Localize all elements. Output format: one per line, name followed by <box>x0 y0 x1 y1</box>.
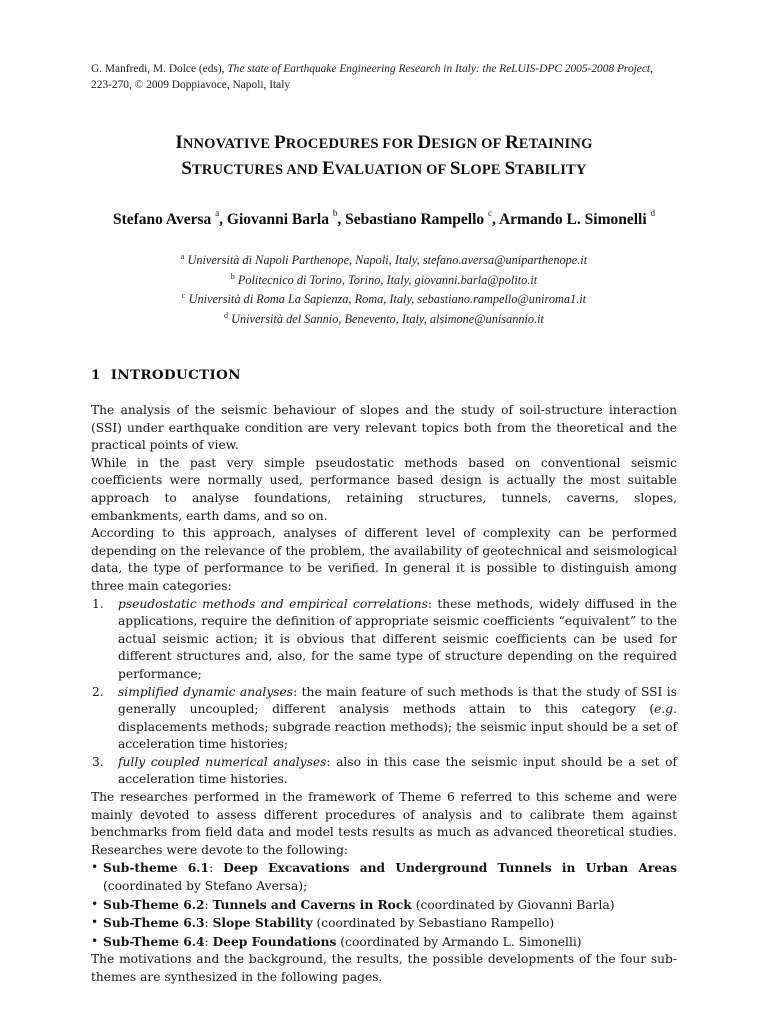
author-name: Sebastiano Rampello <box>345 211 485 229</box>
category-title: simplified dynamic analyses <box>118 684 294 699</box>
title-line-1: INNOVATIVE PROCEDURES FOR DESIGN OF RETAINING <box>175 132 593 153</box>
subtheme-label: Sub-Theme 6.2 <box>103 896 205 912</box>
affiliation-line: $^a$ Università di Napoli Parthenope, Napoli, Italy, stefano.aversa@uniparthenope.it <box>180 252 588 268</box>
paragraph: The motivations and the background, the results, the possible developments of the four sub-themes are synthesized in the following pages. <box>91 952 677 984</box>
section-title: INTRODUCTION <box>110 367 241 383</box>
section-body <box>91 402 677 987</box>
subtheme-item: • Sub-Theme 6.3: Slope Stability (coordinated by Sebastiano Rampello) <box>91 915 555 931</box>
author-name: Armando L. Simonelli <box>498 211 647 229</box>
category-list <box>91 596 677 790</box>
category-item: 2. simplified dynamic analyses: the main feature of such methods is that the study of SSI is generally uncoupled; different analysis methods attain to this category (e.g. displacements methods; subgrade reaction methods); the seismic input should be a set of acceleration time histories; <box>92 684 678 752</box>
subtheme-label: Sub-Theme 6.4 <box>103 933 205 949</box>
author-affiliation-mark: b <box>332 208 338 218</box>
paragraph: The analysis of the seismic behaviour of slopes and the study of soil-structure interaction (SSI) under earthquake condition are very relevant topics both from the theoretical and the practical points of view. <box>91 403 677 453</box>
affiliation-line: $^d$ Università del Sannio, Benevento, Italy, alsimone@unisannio.it <box>224 311 544 327</box>
affiliation-line: $^c$ Università di Roma La Sapienza, Roma, Italy, sebastiano.rampello@uniroma1.it <box>181 291 587 307</box>
citation-pages-publisher: 223-270, © 2009 Doppiavoce, Napoli, Italy <box>91 79 291 91</box>
author-affiliation-mark: c <box>488 208 493 218</box>
category-item: 3. fully coupled numerical analyses: also in this case the seismic input should be a set of acceleration time histories. <box>92 754 677 787</box>
paper-title <box>91 130 677 182</box>
subtheme-item: • Sub-Theme 6.4: Deep Foundations (coordinated by Armando L. Simonelli) <box>91 933 582 949</box>
subtheme-list <box>91 859 677 951</box>
author-list: Stefano Aversa $^a$, Giovanni Barla $^b$, Sebastiano Rampello $^c$, Armando L. Simonelli $^d$ <box>112 208 656 229</box>
title-line-2: STRUCTURES AND EVALUATION OF SLOPE STABILITY <box>181 158 587 179</box>
affiliation-line: $^b$ Politecnico di Torino, Torino, Italy, giovanni.barla@polito.it <box>230 271 538 287</box>
category-title: pseudostatic methods and empirical correlations <box>118 596 428 611</box>
affiliation-list <box>91 249 677 328</box>
subtheme-title: Tunnels and Caverns in Rock <box>212 896 412 912</box>
subtheme-label: Sub-Theme 6.3 <box>103 915 205 931</box>
paragraph: While in the past very simple pseudostatic methods based on conventional seismic coefficients were normally used, performance based design is actually the most suitable approach to analyse foundations, retaining structures, tunnels, caverns, slopes, embankments, earth dams, and so on. <box>91 455 677 523</box>
author-name: Giovanni Barla <box>226 211 329 229</box>
category-title: fully coupled numerical analyses <box>118 754 327 769</box>
citation-book-title: The state of Earthquake Engineering Research in Italy: the ReLUIS-DPC 2005-2008 Project, <box>227 63 653 75</box>
subtheme-title: Slope Stability <box>212 915 313 931</box>
subtheme-item: • Sub-Theme 6.2: Tunnels and Caverns in Rock (coordinated by Giovanni Barla) <box>91 896 615 912</box>
citation-header <box>91 61 681 93</box>
section-number: 1 <box>91 367 101 383</box>
citation-editors: G. Manfredi, M. Dolce (eds), <box>91 63 225 75</box>
author-name: Stefano Aversa <box>112 211 212 229</box>
section-heading <box>91 367 241 383</box>
subtheme-title: Deep Excavations and Underground Tunnels in Urban Areas <box>223 860 678 876</box>
author-affiliation-mark: d <box>650 208 656 218</box>
subtheme-title: Deep Foundations <box>212 933 337 949</box>
subtheme-item: • Sub-theme 6.1: Deep Excavations and Underground Tunnels in Urban Areas (coordinated by Stefano Aversa); <box>91 860 678 894</box>
author-affiliation-mark: a <box>215 208 220 218</box>
category-item: 1. pseudostatic methods and empirical correlations: these methods, widely diffused in the applications, require the definition of appropriate seismic coefficients “equivalent” to the actual seismic action; it is obvious that different seismic coefficients can be used for different structures and, also, for the same type of structure depending on the required performance; <box>92 596 677 681</box>
paragraph: The researches performed in the framework of Theme 6 referred to this scheme and were mainly devoted to assess different procedures of analysis and to calibrate them against benchmarks from field data and model tests results as much as advanced theoretical studies. Researches were devote to the following: <box>91 790 677 857</box>
subtheme-label: Sub-theme 6.1 <box>103 860 210 876</box>
paragraph: According to this approach, analyses of different level of complexity can be performed depending on the relevance of the problem, the availability of geotechnical and seismological data, the type of performance to be verified. In general it is possible to distinguish among three main categories: <box>91 526 677 593</box>
